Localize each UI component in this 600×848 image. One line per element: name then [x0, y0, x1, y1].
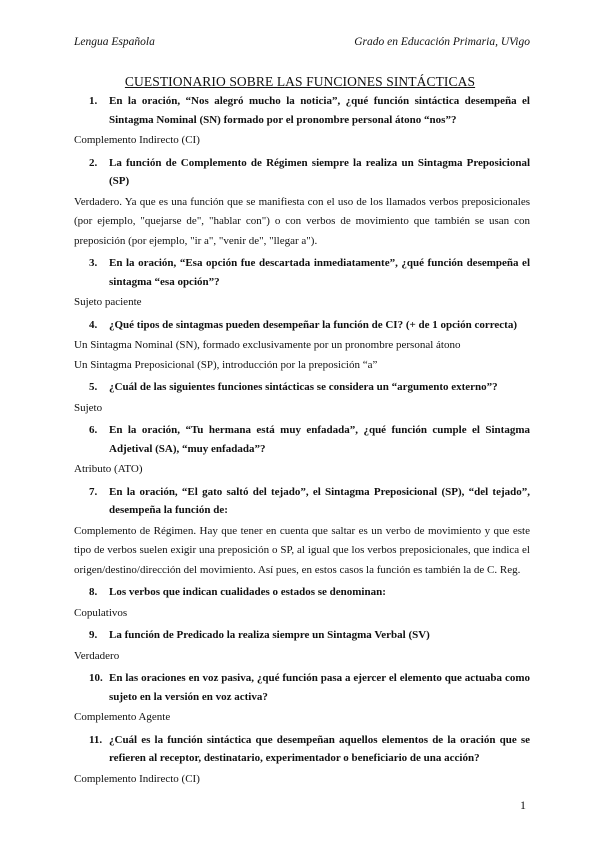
- answer-text: Complemento Indirecto (CI): [74, 134, 200, 146]
- header-degree: Grado en Educación Primaria, UVigo: [354, 36, 530, 48]
- header-course: Lengua Española: [74, 36, 155, 48]
- question-number: 2.: [89, 156, 98, 169]
- page-number: 1: [520, 798, 526, 812]
- question-number: 9.: [89, 629, 98, 641]
- question-list: [74, 92, 530, 792]
- answer-10: [74, 708, 530, 728]
- question-11: [74, 731, 530, 768]
- question-text: ¿Cuál es la función sintáctica que desempeñan aquellos elementos de la oración que se refieren al receptor, destinatario, experimentador o beneficiario de una acción?: [109, 733, 530, 764]
- answer-text: Un Sintagma Preposicional (SP), introducción por la preposición “a”: [74, 358, 378, 371]
- question-number: 8.: [89, 586, 98, 598]
- answer-text: Un Sintagma Nominal (SN), formado exclusivamente por un pronombre personal átono: [74, 339, 461, 351]
- question-number: 7.: [89, 485, 98, 498]
- document-title: CUESTIONARIO SOBRE LAS FUNCIONES SINTÁCTICAS: [124, 74, 476, 89]
- question-7: [74, 483, 530, 520]
- question-text: En la oración, “El gato saltó del tejado”, el Sintagma Preposicional (SP), “del tejado”, desempeña la función de:: [109, 485, 530, 516]
- answer-text: Complemento de Régimen. Hay que tener en cuenta que saltar es un verbo de movimiento y que este tipo de verbos suelen exigir una preposición o SP, al igual que los verbos preposicionales, que indica el origen/destino/dirección del movimiento. Así pues, en estos casos la función es también la de C. Reg.: [74, 524, 530, 576]
- page-header: [74, 36, 530, 52]
- question-10: [74, 669, 530, 706]
- answer-text: Sujeto paciente: [74, 296, 142, 308]
- question-number: 11.: [89, 733, 103, 746]
- answer-4: [74, 336, 530, 375]
- answer-11: [74, 770, 530, 790]
- answer-9: [74, 647, 530, 667]
- question-text: ¿Cuál de las siguientes funciones sintácticas se considera un “argumento externo”?: [109, 381, 498, 393]
- question-8: [74, 583, 530, 602]
- question-number: 4.: [89, 318, 98, 331]
- question-text: ¿Qué tipos de sintagmas pueden desempeñar la función de CI? (+ de 1 opción correcta): [109, 318, 517, 331]
- question-text: En la oración, “Tu hermana está muy enfadada”, ¿qué función cumple el Sintagma Adjetival (SA), “muy enfadada”?: [109, 424, 530, 455]
- question-3: [74, 254, 530, 291]
- question-number: 5.: [89, 381, 98, 393]
- answer-8: [74, 604, 530, 624]
- question-4: [74, 316, 530, 335]
- question-number: 1.: [89, 95, 98, 107]
- question-number: 3.: [89, 257, 98, 269]
- answer-text: Copulativos: [74, 606, 128, 619]
- answer-3: [74, 293, 530, 313]
- question-text: Los verbos que indican cualidades o estados se denominan:: [109, 586, 386, 598]
- question-9: [74, 626, 530, 645]
- question-text: La función de Complemento de Régimen siempre la realiza un Sintagma Preposicional (SP): [109, 156, 530, 187]
- answer-1: [74, 131, 530, 151]
- question-text: En la oración, “Esa opción fue descartada inmediatamente”, ¿qué función desempeña el sintagma “esa opción”?: [109, 257, 530, 288]
- question-text: En la oración, “Nos alegró mucho la noticia”, ¿qué función sintáctica desempeña el Sintagma Nominal (SN) formado por el pronombre personal átono “nos”?: [109, 95, 530, 126]
- question-5: [74, 378, 530, 397]
- question-2: [74, 154, 530, 191]
- answer-2: [74, 193, 530, 252]
- question-number: 6.: [89, 424, 98, 436]
- question-number: 10.: [89, 672, 103, 684]
- answer-text: Atributo (ATO): [74, 463, 143, 475]
- answer-text: Sujeto: [74, 401, 103, 414]
- question-text: La función de Predicado la realiza siempre un Sintagma Verbal (SV): [109, 629, 430, 641]
- question-text: En las oraciones en voz pasiva, ¿qué función pasa a ejercer el elemento que actuaba como sujeto en la versión en voz activa?: [109, 672, 530, 703]
- question-1: [74, 92, 530, 129]
- answer-6: [74, 460, 530, 480]
- answer-text: Verdadero: [74, 649, 120, 662]
- answer-text: Verdadero. Ya que es una función que se manifiesta con el uso de los llamados verbos preposicionales (por ejemplo, "quejarse de", "hablar con") o con verbos de movimiento que también se usan con preposición (por ejemplo, "ir a", "venir de", "llegar a").: [74, 195, 530, 247]
- question-6: [74, 421, 530, 458]
- answer-text: Complemento Indirecto (CI): [74, 772, 200, 785]
- answer-7: [74, 522, 530, 581]
- answer-5: [74, 399, 530, 419]
- answer-text: Complemento Agente: [74, 711, 171, 723]
